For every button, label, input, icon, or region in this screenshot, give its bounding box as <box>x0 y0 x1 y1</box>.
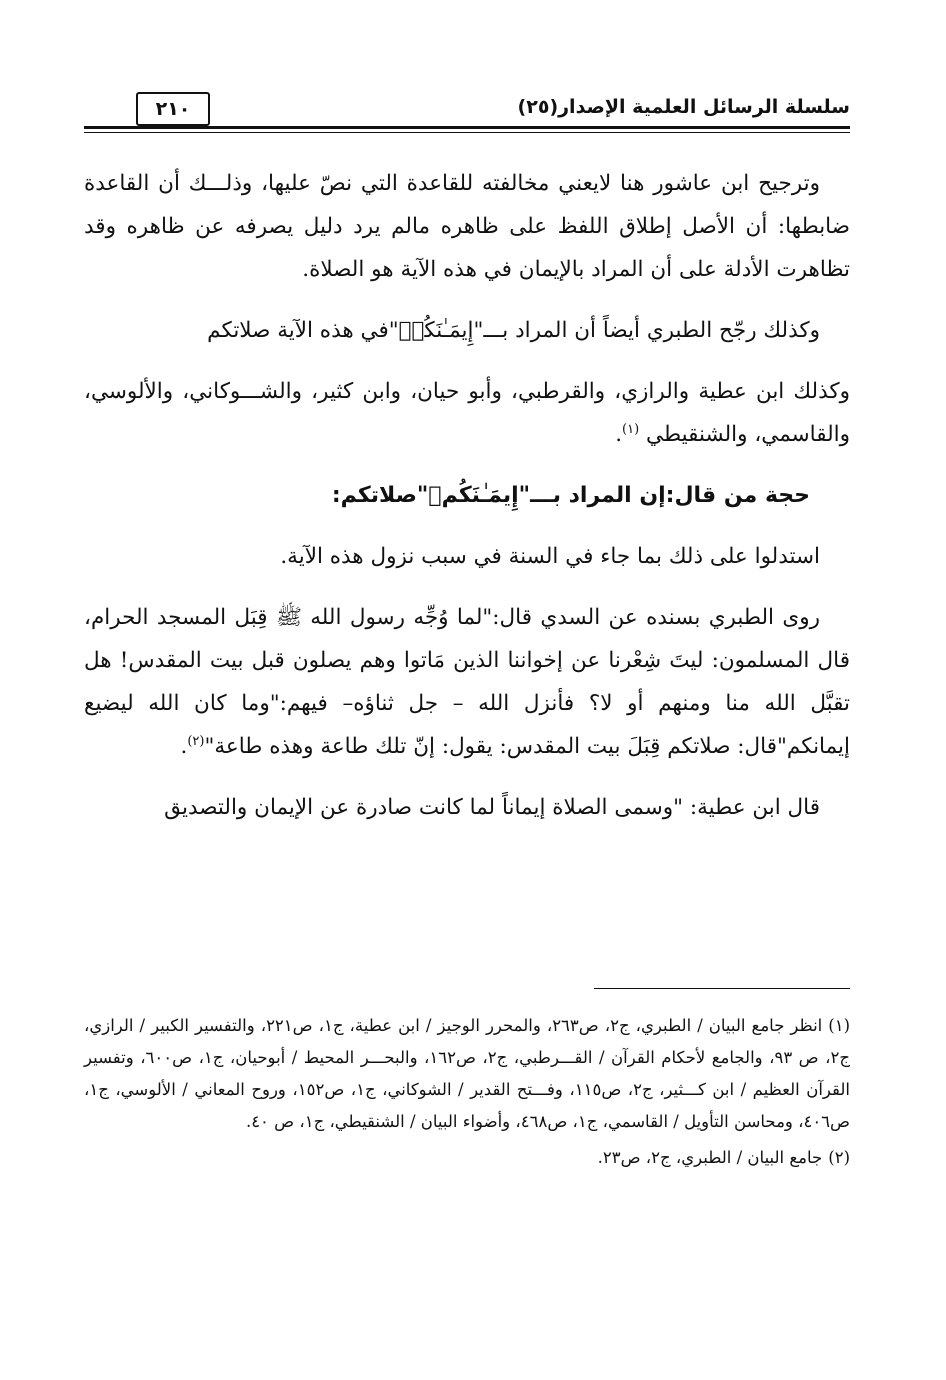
footnote-ref-1[interactable]: (١) <box>622 421 640 437</box>
paragraph-2: وكذلك رجّح الطبري أيضاً أن المراد بـــ"إِيمَـٰنَكُمۡ"في هذه الآية صلاتكم <box>207 318 820 343</box>
footnote-1-mark: (١) <box>828 1016 850 1035</box>
footnote-1-text: انظر جامع البيان / الطبري، ج٢، ص٢٦٣، والمحرر الوجيز / ابن عطية، ج١، ص٢٢١، والتفسير الكبير / الرازي، ج٢، ص ٩٣، والجامع لأحكام القرآن / القـــرطبي، ج٢، ص١٦٢، والبحـــر المحيط / أبوحيان، ج١، ص٦٠٠، وتفسير القرآن العظيم / ابن كـــثير، ج٢، ص١١٥، وفـــتح القدير / الشوكاني، ج١، ص١٥٢، وروح المعاني / الألوسي، ج١، ص٤٠٦، ومحاسن التأويل / القاسمي، ج١، ص٤٦٨، وأضواء البيان / الشنقيطي، ج١، ص ٤٠. <box>84 1016 850 1131</box>
section-heading: حجة من قال:إن المراد بـــ"إِيمَـٰنَكُمۡ"صلاتكم: <box>331 483 810 508</box>
paragraph-5-text: روى الطبري بسنده عن السدي قال:"لما وُجِّه رسول الله ﷺ قِبَل المسجد الحرام، قال المسلمون: ليتَ شِعْرنا عن إخواننا الذين مَاتوا وهم يصلون قبل بيت المقدس! هل تقبَّل الله منا ومنهم أو لا؟ فأنزل الله – جل ثناؤه– فيهم:"وما كان الله ليضيع إيمانكم"قال: صلاتكم قِبَلَ بيت المقدس: يقول: إنّ تلك طاعة وهذه طاعة" <box>84 605 850 759</box>
footnote-2 <box>84 1142 850 1174</box>
footnote-separator <box>594 988 850 989</box>
footnote-2-mark: (٢) <box>828 1148 850 1167</box>
paragraph-3-end: . <box>615 422 623 447</box>
header-rule-thick <box>84 126 850 129</box>
footnote-ref-2[interactable]: (٢) <box>187 733 205 749</box>
page-number: ٢١٠ <box>136 92 210 126</box>
paragraph-5-end: . <box>180 734 188 759</box>
footnote-2-text: جامع البيان / الطبري، ج٢، ص٢٣. <box>597 1148 823 1167</box>
main-text <box>84 162 850 847</box>
footnotes <box>84 1010 850 1178</box>
header-rule-thin <box>84 132 850 133</box>
paragraph-3-text: وكذلك ابن عطية والرازي، والقرطبي، وأبو حيان، وابن كثير، والشـــوكاني، والألوسي، والقاسمي، والشنقيطي <box>84 379 850 447</box>
paragraph-4: استدلوا على ذلك بما جاء في السنة في سبب نزول هذه الآية. <box>280 544 820 569</box>
paragraph-3 <box>84 370 850 456</box>
series-title: سلسلة الرسائل العلمية الإصدار(٢٥) <box>517 96 850 118</box>
paragraph-5 <box>84 596 850 768</box>
footnote-1 <box>84 1010 850 1138</box>
paragraph-6: قال ابن عطية: "وسمى الصلاة إيماناً لما كانت صادرة عن الإيمان والتصديق <box>164 795 820 820</box>
paragraph-1: وترجيح ابن عاشور هنا لايعني مخالفته للقاعدة التي نصّ عليها، وذلـــك أن القاعدة ضابطها: أن الأصل إطلاق اللفظ على ظاهره مالم يرد دليل يصرفه عن ظاهره وقد تظاهرت الأدلة على أن المراد بالإيمان في هذه الآية هو الصلاة. <box>84 171 850 282</box>
